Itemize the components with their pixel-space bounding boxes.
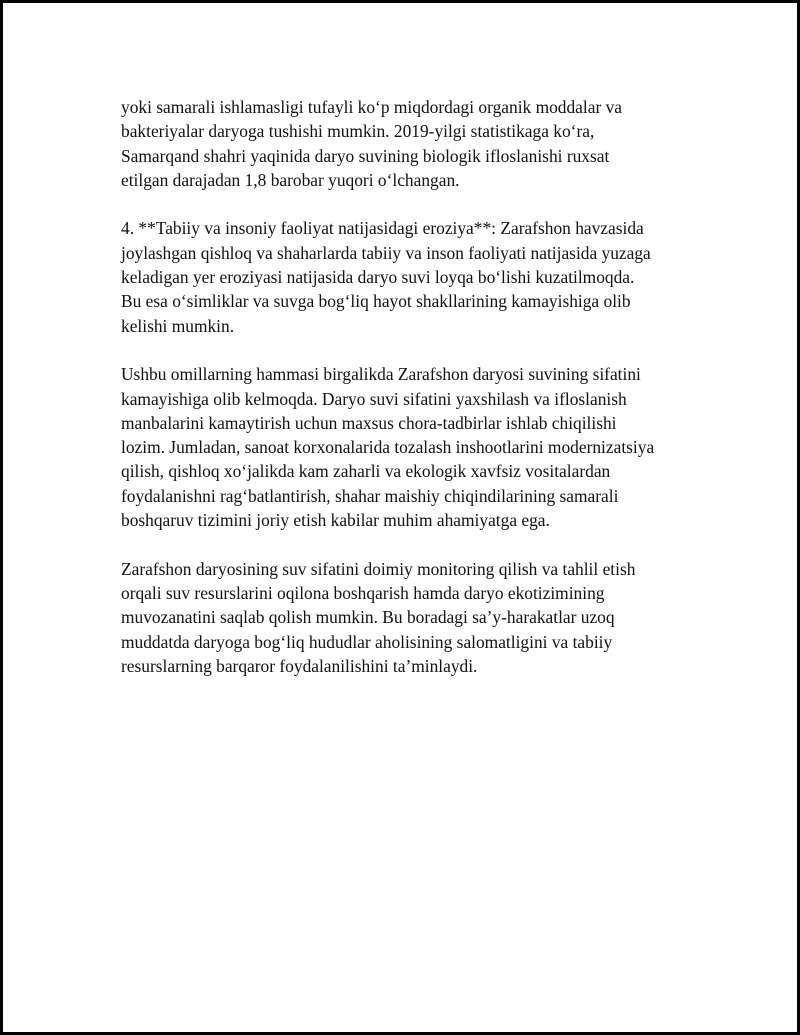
paragraph-line: resurslarning barqaror foydalanilishini ta’minlaydi. [121,655,478,676]
paragraph-line: 4. **Tabiiy va insoniy faoliyat natijasidagi eroziya**: Zarafshon havzasida [121,218,644,239]
paragraph-2 [121,216,701,337]
paragraph-line: manbalarini kamaytirish uchun maxsus chora-tadbirlar ishlab chiqilishi [121,412,617,433]
paragraph-line: muddatda daryoga bog‘liq hududlar aholisining salomatligini va tabiiy [121,631,613,652]
paragraph-line: yoki samarali ishlamasligi tufayli ko‘p miqdordagi organik moddalar va [121,97,622,117]
paragraph-line: boshqaruv tizimini joriy etish kabilar muhim ahamiyatga ega. [121,510,550,531]
paragraph-line: Zarafshon daryosining suv sifatini doimiy monitoring qilish va tahlil etish [121,558,636,579]
paragraph-line: bakteriyalar daryoga tushishi mumkin. 2019-yilgi statistikaga ko‘ra, [121,121,595,142]
paragraph-line: orqali suv resurslarini oqilona boshqarish hamda daryo ekotizimining [121,582,605,603]
paragraph-1 [121,95,701,192]
paragraph-4 [121,557,701,678]
paragraph-line: lozim. Jumladan, sanoat korxonalarida tozalash inshootlarini modernizatsiya [121,437,655,458]
paragraph-line: muvozanatini saqlab qolish mumkin. Bu boradagi sa’y-harakatlar uzoq [121,607,615,628]
paragraph-line: keladigan yer eroziyasi natijasida daryo suvi loyqa bo‘lishi kuzatilmoqda. [121,267,635,288]
paragraph-line: joylashgan qishloq va shaharlarda tabiiy va inson faoliyati natijasida yuzaga [121,242,651,263]
paragraph-line: etilgan darajadan 1,8 barobar yuqori o‘lchangan. [121,169,460,190]
paragraph-3 [121,362,701,532]
paragraph-line: Samarqand shahri yaqinida daryo suvining biologik ifloslanishi ruxsat [121,145,610,166]
paragraph-line: kelishi mumkin. [121,315,235,336]
paragraph-line: kamayishiga olib kelmoqda. Daryo suvi sifatini yaxshilash va ifloslanish [121,388,627,409]
paragraph-line: Bu esa o‘simliklar va suvga bog‘liq hayot shakllarining kamayishiga olib [121,291,631,312]
paragraph-line: Ushbu omillarning hammasi birgalikda Zarafshon daryosi suvining sifatini [121,364,641,385]
document-body [121,95,701,702]
paragraph-line: foydalanishni rag‘batlantirish, shahar maishiy chiqindilarining samarali [121,485,619,506]
paragraph-line: qilish, qishloq xo‘jalikda kam zaharli va ekologik xavfsiz vositalardan [121,461,611,482]
